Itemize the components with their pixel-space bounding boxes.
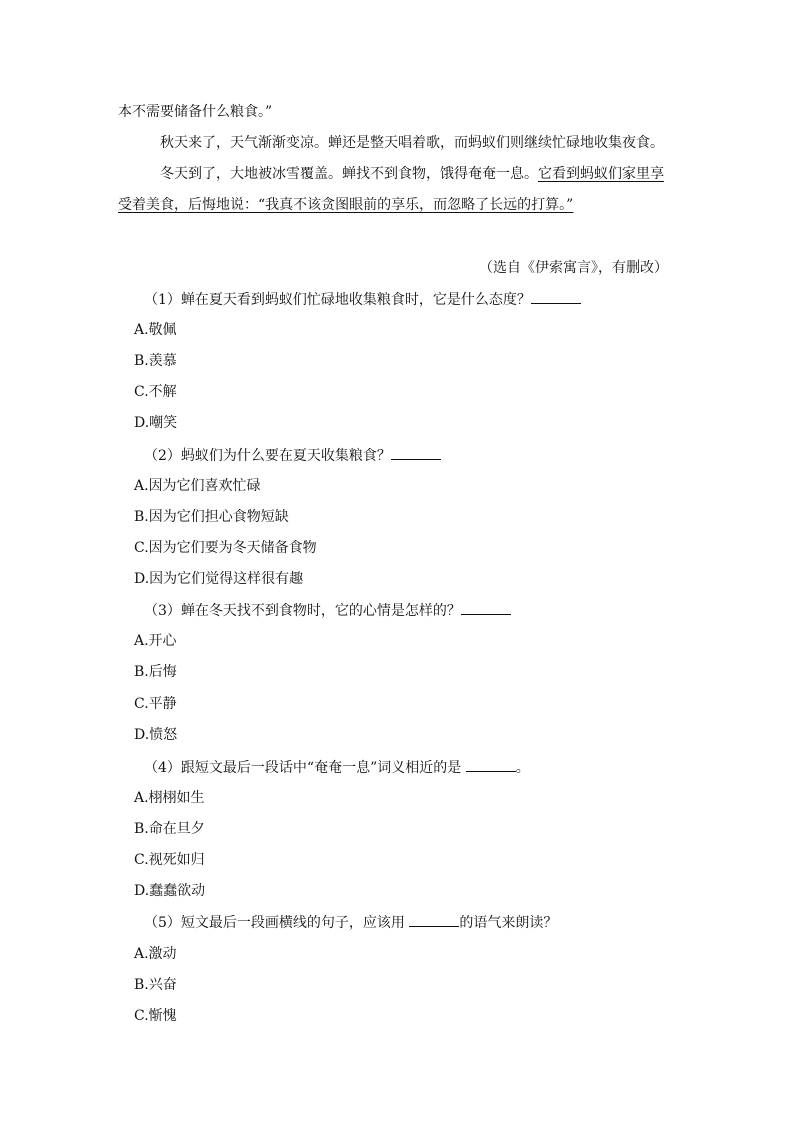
question-3 bbox=[144, 600, 511, 621]
story-line-3-underlined: 它看到蚂蚁们家里享 bbox=[538, 166, 664, 182]
question-text-after: 。 bbox=[515, 760, 530, 776]
q4-option-c: C.视死如归 bbox=[134, 852, 205, 868]
source-citation: （选自《伊索寓言》，有删改） bbox=[479, 260, 668, 276]
q1-option-d: D.嘲笑 bbox=[134, 415, 178, 431]
question-text: 蝉在夏天看到蚂蚁们忙碌地收集粮食时，它是什么态度？ bbox=[180, 292, 531, 308]
story-line-3 bbox=[160, 164, 664, 184]
story-line-1: 本不需要储备什么粮食。” bbox=[118, 104, 273, 120]
question-4 bbox=[144, 757, 530, 778]
q4-option-d: D.蠢蠢欲动 bbox=[134, 883, 206, 899]
story-line-4-underlined: 受着美食，后悔地说：“我真不该贪图眼前的享乐，而忽略了长远的打算。” bbox=[118, 197, 574, 213]
q2-option-b: B.因为它们担心食物短缺 bbox=[134, 509, 289, 525]
q5-option-b: B.兴奋 bbox=[134, 977, 177, 993]
question-number: （4） bbox=[144, 760, 181, 776]
question-1 bbox=[144, 289, 581, 310]
question-number: （5） bbox=[144, 915, 181, 931]
answer-blank bbox=[409, 912, 459, 927]
q2-option-d: D.因为它们觉得这样很有趣 bbox=[134, 571, 304, 587]
question-text: 蝉在冬天找不到食物时，它的心情是怎样的？ bbox=[180, 603, 461, 619]
q2-option-c: C.因为它们要为冬天储备食物 bbox=[134, 540, 317, 556]
q1-option-c: C.不解 bbox=[134, 384, 177, 400]
q4-option-b: B.命在旦夕 bbox=[134, 821, 205, 837]
q4-option-a: A.栩栩如生 bbox=[134, 790, 205, 806]
q2-option-a: A.因为它们喜欢忙碌 bbox=[134, 478, 261, 494]
question-5 bbox=[144, 912, 557, 933]
q3-option-d: D.愤怒 bbox=[134, 727, 178, 743]
answer-blank bbox=[531, 289, 581, 304]
question-number: （3） bbox=[144, 603, 181, 619]
q3-option-a: A.开心 bbox=[134, 633, 177, 649]
answer-blank bbox=[466, 757, 516, 772]
question-text: 短文最后一段画横线的句子，应该用 bbox=[180, 915, 410, 931]
q1-option-a: A.敬佩 bbox=[134, 322, 177, 338]
answer-blank bbox=[461, 600, 511, 615]
story-line-2: 秋天来了，天气渐渐变凉。蝉还是整天唱着歌，而蚂蚁们则继续忙碌地收集夜食。 bbox=[160, 135, 664, 151]
question-text: 跟短文最后一段话中“奄奄一息”词义相近的是 bbox=[180, 760, 466, 776]
q3-option-b: B.后悔 bbox=[134, 664, 177, 680]
q5-option-c: C.惭愧 bbox=[134, 1008, 177, 1024]
story-line-3-plain: 冬天到了，大地被冰雪覆盖。蝉找不到食物，饿得奄奄一息。 bbox=[160, 166, 538, 182]
q5-option-a: A.激动 bbox=[134, 946, 177, 962]
question-text: 蚂蚁们为什么要在夏天收集粮食？ bbox=[180, 448, 391, 464]
answer-blank bbox=[391, 445, 441, 460]
q1-option-b: B.羡慕 bbox=[134, 353, 177, 369]
question-text-after: 的语气来朗读？ bbox=[459, 915, 558, 931]
question-number: （2） bbox=[144, 448, 181, 464]
story-line-4 bbox=[118, 195, 573, 215]
question-number: （1） bbox=[144, 292, 181, 308]
q3-option-c: C.平静 bbox=[134, 696, 177, 712]
question-2 bbox=[144, 445, 441, 466]
